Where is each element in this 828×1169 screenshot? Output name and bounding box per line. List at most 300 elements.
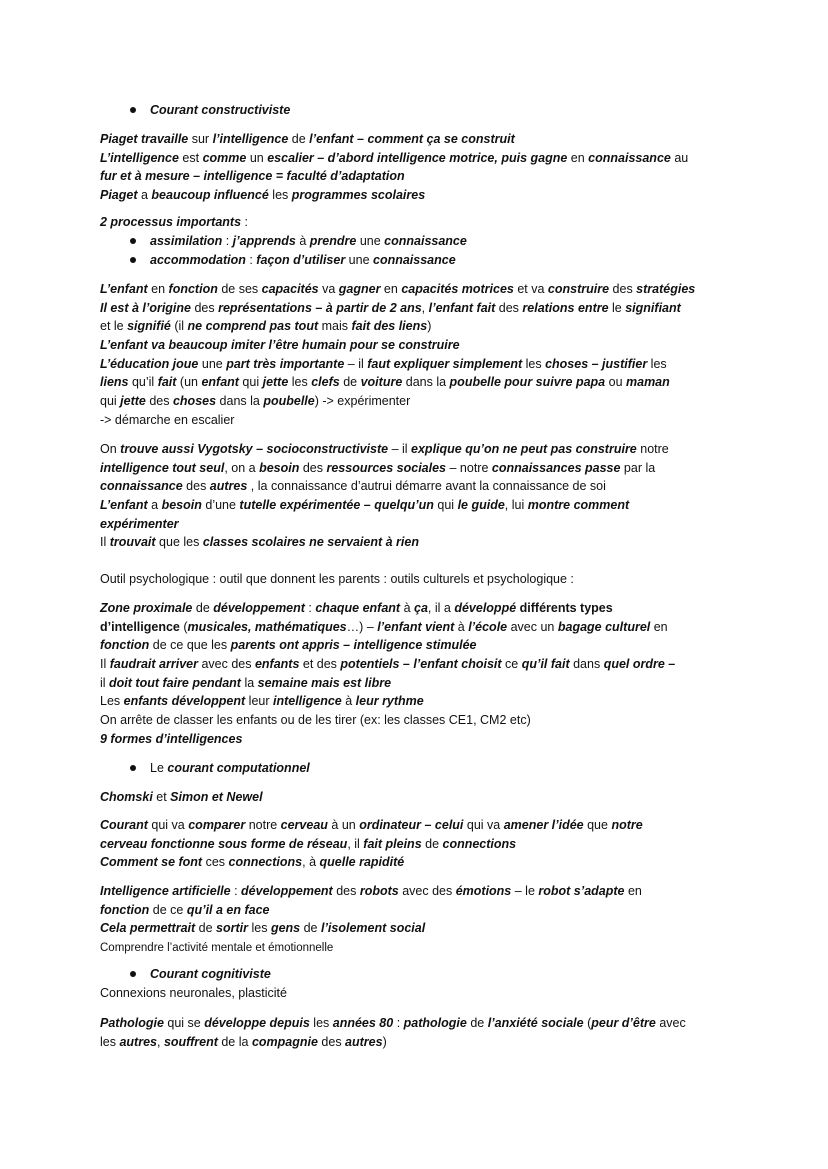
emphasis-segment: Zone proximale [100, 601, 193, 615]
paragraph [100, 816, 643, 872]
emphasis-segment: intelligence tout seul [100, 460, 225, 475]
emphasis-segment: connaissance [384, 234, 467, 248]
emphasis-segment: Comment se font [100, 855, 203, 870]
emphasis-segment: Il est à l’origine [100, 300, 191, 315]
text-line [100, 730, 675, 749]
text-segment: une [198, 356, 227, 371]
emphasis-segment: semaine mais est libre [257, 675, 392, 690]
text-segment: : [304, 601, 316, 615]
text-segment: Les [100, 694, 124, 709]
text-segment: Connexions neuronales, plasticité [100, 986, 287, 1000]
emphasis-segment: enfants [254, 657, 300, 672]
emphasis-segment: le guide [457, 498, 505, 513]
text-segment: de ce que les [149, 638, 231, 653]
emphasis-segment: jette [120, 394, 146, 409]
text-segment: qui va [147, 818, 189, 832]
emphasis-segment: trouvait [109, 535, 156, 550]
text-segment: qu’il [128, 375, 158, 390]
text-segment: les [309, 1016, 333, 1030]
emphasis-segment: comme [202, 150, 247, 165]
text-line [100, 186, 688, 205]
emphasis-segment: connaissance [100, 479, 183, 494]
text-segment: ) -> expérimenter [314, 394, 411, 409]
emphasis-segment: classes scolaires ne servaient à rien [202, 535, 419, 550]
text-line [100, 496, 669, 515]
paragraph [100, 984, 287, 1003]
text-segment: que [583, 818, 612, 832]
paragraph [100, 882, 642, 957]
emphasis-segment: tutelle expérimentée – quelqu’un [239, 498, 434, 513]
text-segment: – notre [446, 460, 492, 475]
text-segment: et [152, 790, 171, 804]
emphasis-segment: souffrent [163, 1034, 218, 1049]
text-segment: avec [655, 1016, 686, 1030]
text-segment: des [495, 300, 523, 315]
paragraph [100, 280, 695, 430]
text-segment: On [100, 442, 121, 456]
text-segment: (un [176, 375, 202, 390]
text-segment: que les [155, 535, 203, 550]
emphasis-segment: développement [241, 884, 333, 898]
text-segment: (il [170, 319, 188, 334]
text-segment: dans [569, 657, 604, 672]
bullet-item [150, 759, 310, 778]
emphasis-segment: émotions [455, 884, 512, 898]
text-line [100, 901, 642, 920]
emphasis-segment: connections [228, 855, 303, 870]
text-line [100, 167, 688, 186]
emphasis-segment: fonction [100, 902, 150, 917]
text-line [100, 336, 695, 355]
text-segment: : [245, 252, 257, 267]
emphasis-segment: potentiels – l’enfant choisit [340, 657, 502, 672]
text-segment: leur [245, 694, 273, 709]
emphasis-segment: enfants développent [123, 694, 246, 709]
emphasis-segment: bagage culturel [557, 619, 651, 634]
emphasis-segment: robots [359, 884, 399, 898]
emphasis-segment: ne comprend pas tout [187, 319, 319, 334]
text-line [100, 882, 642, 901]
text-line [100, 674, 675, 693]
text-segment: des [299, 460, 327, 475]
text-segment: des [332, 884, 360, 898]
emphasis-segment: Courant [100, 818, 148, 832]
emphasis-segment: connaissance [588, 150, 671, 165]
emphasis-segment: escalier – d’abord intelligence motrice, puis gagne [267, 150, 568, 165]
text-segment: On arrête de classer les enfants ou de les tirer (ex: les classes CE1, CM2 etc) [100, 713, 531, 728]
text-segment: qui [433, 498, 458, 513]
text-segment: avec des [398, 884, 456, 898]
text-segment: notre [245, 818, 281, 832]
text-segment: avec un [507, 619, 558, 634]
text-segment: le [608, 300, 626, 315]
text-line [100, 299, 695, 318]
bullet-icon [130, 971, 136, 977]
paragraph [100, 570, 574, 589]
text-segment: , la connaissance d’autrui démarre avant la connaissance de soi [247, 479, 606, 494]
bullet-icon [130, 238, 136, 244]
paragraph [100, 788, 263, 807]
emphasis-segment: l’intelligence [212, 132, 289, 146]
text-segment: de ses [217, 282, 262, 296]
emphasis-segment: L’intelligence [100, 150, 179, 165]
text-segment: la [240, 675, 258, 690]
text-segment: de [195, 921, 217, 936]
emphasis-segment: programmes scolaires [291, 188, 426, 203]
text-segment: ou [605, 375, 626, 390]
emphasis-segment: ressources sociales [326, 460, 447, 475]
text-segment: une [345, 252, 373, 267]
emphasis-segment: 9 formes d’intelligences [100, 731, 243, 746]
text-segment: ces [202, 855, 229, 870]
text-line [100, 1033, 686, 1052]
text-segment: : [393, 1016, 404, 1030]
text-line [100, 459, 669, 478]
text-segment: au [670, 150, 689, 165]
emphasis-segment: parents ont appris – intelligence stimulée [230, 638, 477, 653]
emphasis-segment: Simon et Newel [170, 790, 263, 804]
emphasis-segment: autres [209, 479, 248, 494]
text-segment: en [380, 282, 402, 296]
text-segment: de [192, 601, 214, 615]
emphasis-segment: gens [270, 921, 301, 936]
text-segment: les [248, 921, 271, 936]
text-line [100, 149, 688, 168]
text-line [100, 618, 675, 637]
emphasis-segment: construire [547, 282, 610, 296]
text-segment: qui [100, 394, 121, 409]
emphasis-segment: d’intelligence [100, 619, 180, 634]
emphasis-segment: 2 processus importants [100, 215, 242, 229]
emphasis-segment: voiture [360, 375, 403, 390]
emphasis-segment: fur et à mesure – intelligence = faculté d’adaptation [100, 169, 405, 184]
emphasis-segment: fonction [100, 638, 150, 653]
emphasis-segment: montre comment [527, 498, 630, 513]
text-segment: un [246, 150, 268, 165]
emphasis-segment: courant computationnel [167, 761, 310, 775]
bullet-list [150, 759, 310, 778]
bullet-icon [130, 257, 136, 263]
text-segment: de [421, 836, 443, 851]
text-segment: à [400, 601, 415, 615]
text-segment: des [191, 300, 219, 315]
emphasis-segment: comparer [188, 818, 246, 832]
bullet-list [150, 965, 271, 984]
text-segment: ( [583, 1016, 592, 1030]
text-segment: de [339, 375, 361, 390]
emphasis-segment: liens [100, 375, 129, 390]
emphasis-segment: Courant cognitiviste [150, 967, 271, 981]
text-segment: les [100, 1034, 120, 1049]
text-line [100, 477, 669, 496]
emphasis-segment: fonction [168, 282, 218, 296]
text-line [100, 570, 574, 589]
text-line [100, 919, 642, 938]
text-segment: a [137, 188, 152, 203]
emphasis-segment: L’enfant va beaucoup imiter l’être humain pour se construire [100, 338, 460, 353]
text-line [100, 655, 675, 674]
text-segment: Il [100, 657, 110, 672]
text-segment: , on a [224, 460, 260, 475]
emphasis-segment: cerveau [280, 818, 328, 832]
text-segment: qui [238, 375, 263, 390]
text-segment: les [268, 188, 292, 203]
emphasis-segment: stratégies [636, 282, 696, 296]
text-segment: avec des [197, 657, 255, 672]
emphasis-segment: fait pleins [363, 836, 422, 851]
text-segment: : [222, 234, 233, 248]
emphasis-segment: besoin [259, 460, 300, 475]
text-segment: …) – [346, 619, 378, 634]
text-segment: dans la [216, 394, 264, 409]
text-line [100, 440, 669, 459]
emphasis-segment: accommodation [150, 252, 246, 267]
text-segment: ) [382, 1034, 387, 1049]
emphasis-segment: part très importante [226, 356, 345, 371]
emphasis-segment: amener l’idée [503, 818, 584, 832]
text-segment: les [647, 356, 667, 371]
emphasis-segment: assimilation [150, 234, 223, 248]
text-line [100, 317, 695, 336]
emphasis-segment: l’école [468, 619, 508, 634]
emphasis-segment: signifiant [625, 300, 681, 315]
emphasis-segment: doit tout faire pendant [109, 675, 241, 690]
text-segment: les [522, 356, 546, 371]
text-segment: – le [511, 884, 539, 898]
emphasis-segment: l’anxiété sociale [487, 1016, 584, 1030]
emphasis-segment: Courant constructiviste [150, 103, 291, 117]
emphasis-segment: cerveau fonctionne sous forme de réseau [100, 836, 348, 851]
emphasis-segment: peur d’être [591, 1016, 656, 1030]
text-segment: et le [100, 319, 128, 334]
emphasis-segment: j’apprends [232, 234, 296, 248]
text-segment: , il a [427, 601, 455, 615]
text-line [100, 984, 287, 1003]
emphasis-segment: Intelligence artificielle [100, 884, 231, 898]
text-segment: en [650, 619, 668, 634]
emphasis-segment: choses [172, 394, 217, 409]
emphasis-segment: ordinateur – celui [359, 818, 464, 832]
text-segment: des [182, 479, 210, 494]
text-segment: notre [636, 442, 669, 456]
emphasis-segment: chaque enfant [315, 601, 401, 615]
emphasis-segment: explique qu’on ne peut pas construire [411, 442, 637, 456]
text-segment: des [609, 282, 637, 296]
text-segment: à un [327, 818, 360, 832]
emphasis-segment: l’enfant vient [377, 619, 455, 634]
text-line [100, 1014, 686, 1033]
paragraph [100, 213, 248, 232]
text-line [100, 599, 675, 618]
text-segment: de [300, 921, 321, 936]
emphasis-segment: maman [626, 375, 670, 390]
text-segment: ) [427, 319, 432, 334]
text-segment: mais [318, 319, 352, 334]
text-segment: à [341, 694, 356, 709]
emphasis-segment: L’éducation joue [100, 356, 199, 371]
emphasis-segment: connections [442, 836, 517, 851]
text-segment: – il [344, 356, 368, 371]
emphasis-segment: ça [414, 601, 428, 615]
emphasis-segment: années 80 [332, 1016, 394, 1030]
text-line [100, 392, 695, 411]
text-line [100, 711, 675, 730]
emphasis-segment: pathologie [403, 1016, 467, 1030]
emphasis-segment: faut expliquer simplement [367, 356, 523, 371]
text-segment: , [156, 1034, 164, 1049]
emphasis-segment: jette [262, 375, 289, 390]
emphasis-segment: fait des liens [351, 319, 428, 334]
text-segment: sur [188, 132, 213, 146]
text-segment: ( [179, 619, 188, 634]
bullet-item [150, 101, 290, 120]
emphasis-segment: l’enfant – comment ça se construit [309, 132, 515, 146]
text-line [100, 692, 675, 711]
emphasis-segment: différents types [516, 601, 613, 615]
emphasis-segment: représentations – à partir de 2 ans [218, 300, 422, 315]
paragraph [100, 440, 669, 552]
paragraph [100, 1014, 686, 1051]
emphasis-segment: besoin [161, 498, 202, 513]
emphasis-segment: expérimenter [100, 516, 179, 531]
text-line [100, 533, 669, 552]
text-segment: de [466, 1016, 488, 1030]
emphasis-segment: trouve aussi Vygotsky – socioconstructiviste [120, 442, 389, 456]
emphasis-segment: relations entre [522, 300, 609, 315]
text-line [100, 835, 643, 854]
bullet-item [150, 965, 271, 984]
text-line [100, 373, 695, 392]
text-segment: à [454, 619, 469, 634]
bullet-list [150, 232, 467, 269]
text-segment: et des [299, 657, 341, 672]
emphasis-segment: connaissance [373, 252, 456, 267]
text-segment: les [288, 375, 312, 390]
bullet-icon [130, 107, 136, 113]
text-segment: qui se [163, 1016, 205, 1030]
emphasis-segment: Comprendre l’activité mentale et émotionnelle [100, 942, 334, 955]
text-line [100, 636, 675, 655]
text-segment: , [421, 300, 429, 315]
emphasis-segment: gagner [338, 282, 381, 296]
text-line [100, 411, 695, 430]
text-segment: et va [513, 282, 548, 296]
text-segment: – il [388, 442, 412, 456]
emphasis-segment: L’enfant [100, 498, 148, 513]
text-segment: est [178, 150, 203, 165]
text-segment: de [288, 132, 310, 146]
text-segment: ce [501, 657, 522, 672]
emphasis-segment: musicales, mathématiques [187, 619, 347, 634]
text-line [100, 853, 643, 872]
emphasis-segment: signifié [127, 319, 171, 334]
emphasis-segment: compagnie [251, 1034, 318, 1049]
paragraph [100, 130, 688, 205]
emphasis-segment: faudrait arriver [109, 657, 198, 672]
text-line [100, 213, 248, 232]
text-segment: d’une [201, 498, 240, 513]
bullet-list [150, 101, 290, 120]
text-segment: il [100, 675, 110, 690]
emphasis-segment: robot s’adapte [538, 884, 625, 898]
text-segment: par la [620, 460, 656, 475]
text-line [100, 130, 688, 149]
text-segment: , à [302, 855, 320, 870]
emphasis-segment: développe depuis [204, 1016, 310, 1030]
emphasis-segment: fait [157, 375, 177, 390]
text-segment: Le [150, 761, 168, 775]
emphasis-segment: notre [611, 818, 643, 832]
emphasis-segment: l’enfant fait [428, 300, 496, 315]
emphasis-segment: capacités [261, 282, 319, 296]
emphasis-segment: développé [454, 601, 517, 615]
text-segment: : [230, 884, 242, 898]
emphasis-segment: Piaget [100, 188, 138, 203]
emphasis-segment: façon d’utiliser [256, 252, 346, 267]
text-segment: de ce [149, 902, 187, 917]
emphasis-segment: développement [213, 601, 305, 615]
bullet-icon [130, 765, 136, 771]
text-line [100, 788, 263, 807]
text-segment: des [317, 1034, 346, 1049]
text-segment: de la [217, 1034, 252, 1049]
text-segment: en [624, 884, 642, 898]
emphasis-segment: quelle rapidité [319, 855, 405, 870]
text-line [100, 355, 695, 374]
emphasis-segment: L’enfant [100, 282, 148, 296]
text-segment: en [147, 282, 169, 296]
emphasis-segment: Chomski [100, 790, 153, 804]
emphasis-segment: poubelle [263, 394, 315, 409]
emphasis-segment: connaissances passe [491, 460, 621, 475]
text-segment: à [295, 234, 310, 248]
emphasis-segment: choses – justifier [545, 356, 648, 371]
text-line [100, 816, 643, 835]
emphasis-segment: intelligence [272, 694, 342, 709]
emphasis-segment: quel ordre – [603, 657, 676, 672]
text-segment: dans la [402, 375, 450, 390]
text-segment: -> démarche en escalier [100, 412, 235, 427]
text-segment: , il [347, 836, 364, 851]
text-segment: en [567, 150, 589, 165]
emphasis-segment: l’isolement social [320, 921, 426, 936]
emphasis-segment: sortir [216, 921, 248, 936]
emphasis-segment: Cela permettrait [100, 921, 196, 936]
emphasis-segment: qu’il a en face [186, 902, 270, 917]
text-segment: : [241, 215, 248, 229]
text-segment: , lui [504, 498, 528, 513]
emphasis-segment: poubelle pour suivre papa [449, 375, 606, 390]
emphasis-segment: enfant [201, 375, 239, 390]
text-segment: qui va [463, 818, 504, 832]
emphasis-segment: autres [119, 1034, 157, 1049]
text-segment: des [145, 394, 173, 409]
emphasis-segment: beaucoup influencé [151, 188, 269, 203]
text-line [100, 515, 669, 534]
text-line [100, 280, 695, 299]
emphasis-segment: capacités motrices [401, 282, 514, 296]
bullet-item [150, 232, 467, 251]
text-line [100, 938, 642, 957]
text-segment: une [356, 234, 385, 248]
text-segment: a [147, 498, 162, 513]
emphasis-segment: autres [345, 1034, 383, 1049]
emphasis-segment: prendre [309, 234, 357, 248]
text-segment: Outil psychologique : outil que donnent les parents : outils culturels et psychologique : [100, 572, 574, 586]
emphasis-segment: qu’il fait [521, 657, 570, 672]
emphasis-segment: Pathologie [100, 1016, 164, 1030]
paragraph [100, 599, 675, 749]
